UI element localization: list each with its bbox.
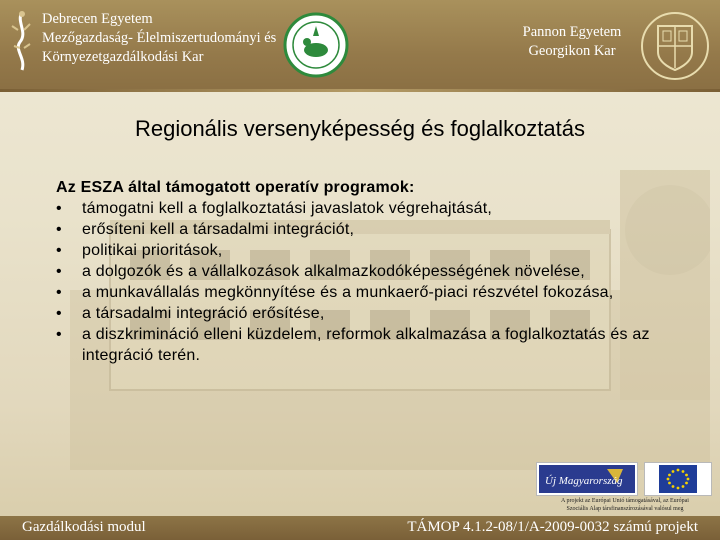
slide-title: Regionális versenyképesség és foglalkoztatás	[134, 116, 586, 141]
georgikon-crest-icon	[640, 10, 710, 82]
left-university-line-1: Debrecen Egyetem	[42, 11, 153, 27]
footer-bar	[0, 516, 720, 540]
funding-caption	[536, 498, 714, 513]
content-heading: Az ESZA által támogatott operatív programok:	[56, 179, 415, 196]
bullet-icon: •	[56, 200, 62, 217]
list-item	[56, 324, 676, 366]
funding-caption-line-1: A projekt az Európai Unió támogatásával, az Európai	[561, 498, 689, 504]
list-item-text: a dolgozók és a vállalkozások alkalmazkodóképességének növelése,	[82, 263, 585, 280]
left-university-line-2: Mezőgazdaság- Élelmiszertudományi és	[42, 30, 277, 46]
debrecen-university-logo	[6, 8, 38, 78]
bullet-icon: •	[56, 221, 62, 238]
eu-flag	[644, 462, 712, 496]
right-university-name	[512, 23, 632, 61]
bullet-icon: •	[56, 284, 62, 301]
list-item-text: erősíteni kell a társadalmi integrációt,	[82, 221, 355, 238]
uj-magyarorszag-logo	[536, 462, 638, 496]
list-item	[56, 219, 676, 240]
list-item	[56, 240, 676, 261]
uj-magyarorszag-text: Új Magyarország	[545, 475, 623, 487]
header-bar	[0, 0, 720, 92]
bullet-icon: •	[56, 242, 62, 259]
list-item	[56, 261, 676, 282]
list-item-text: támogatni kell a foglalkoztatási javaslatok végrehajtását,	[82, 200, 493, 217]
left-university-name	[42, 10, 276, 67]
footer-project-id: TÁMOP 4.1.2-08/1/A-2009-0032 számú projekt	[407, 519, 698, 535]
list-item-text: a diszkrimináció elleni küzdelem, reformok alkalmazása a foglalkoztatás és az integráció terén.	[82, 326, 650, 364]
eu-flag-icon	[645, 463, 711, 495]
list-item	[56, 303, 676, 324]
uj-magyarorszag-icon	[537, 463, 637, 495]
right-university-line-2: Georgikon Kar	[528, 43, 616, 59]
bullet-icon: •	[56, 326, 62, 343]
footer-module-name: Gazdálkodási modul	[22, 519, 146, 535]
bullet-icon: •	[56, 263, 62, 280]
faculty-seal-icon	[283, 12, 349, 78]
right-university-line-1: Pannon Egyetem	[522, 24, 622, 40]
funding-logos	[536, 462, 714, 520]
list-item-text: politikai prioritások,	[82, 242, 223, 259]
bullet-list	[56, 198, 676, 366]
funding-caption-line-2: Szociális Alap társfinanszírozásával valósul meg	[566, 505, 684, 512]
list-item-text: a munkavállalás megkönnyítése és a munkaerő-piaci részvétel fokozása,	[82, 284, 614, 301]
list-item	[56, 282, 676, 303]
list-item-text: a társadalmi integráció erősítése,	[82, 305, 325, 322]
slide-body	[56, 177, 676, 366]
list-item	[56, 198, 676, 219]
left-university-line-3: Környezetgazdálkodási Kar	[42, 49, 204, 65]
bullet-icon: •	[56, 305, 62, 322]
